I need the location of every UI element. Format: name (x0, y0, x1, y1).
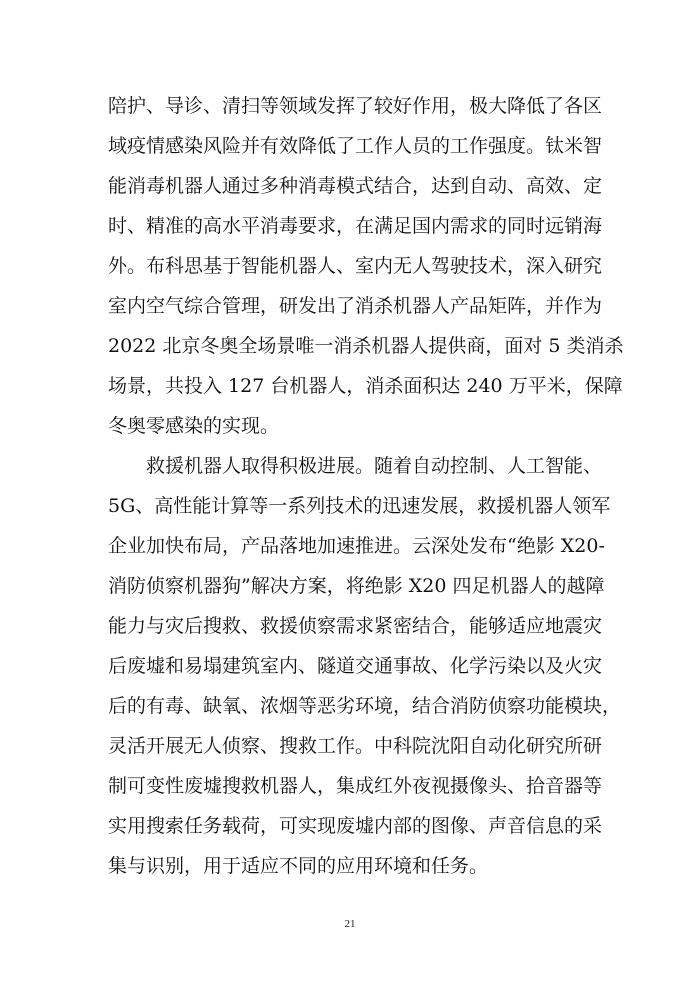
text-line: 室内空气综合管理，研发出了消杀机器人产品矩阵，并作为 (108, 295, 603, 317)
text-line: 能力与灾后搜救、救援侦察需求紧密结合，能够适应地震灾 (108, 615, 603, 637)
text-line: 5G、高性能计算等一系列技术的迅速发展，救援机器人领军 (108, 495, 611, 517)
paragraph-disinfection-robots (108, 86, 624, 446)
text-line: 实用搜索任务载荷，可实现废墟内部的图像、声音信息的采 (108, 815, 603, 837)
text-line: 时、精准的高水平消毒要求，在满足国内需求的同时远销海 (108, 215, 603, 237)
text-line: 灵活开展无人侦察、搜救工作。中科院沈阳自动化研究所研 (108, 735, 603, 757)
text-line: 后的有毒、缺氧、浓烟等恶劣环境，结合消防侦察功能模块， (108, 695, 622, 717)
text-line: 后废墟和易塌建筑室内、隧道交通事故、化学污染以及火灾 (108, 655, 603, 677)
text-line: 制可变性废墟搜救机器人，集成红外夜视摄像头、拾音器等 (108, 775, 603, 797)
text-line: 集与识别，用于适应不同的应用环境和任务。 (108, 855, 489, 877)
page-number: 21 (344, 918, 356, 930)
text-line: 冬奥零感染的实现。 (108, 415, 280, 437)
text-line: 救援机器人取得积极进展。随着自动控制、人工智能、 (146, 455, 603, 477)
text-line: 陪护、导诊、清扫等领域发挥了较好作用，极大降低了各区 (108, 95, 603, 117)
text-line: 2022 北京冬奥全场景唯一消杀机器人提供商，面对 5 类消杀 (108, 335, 624, 357)
text-line: 消防侦察机器狗”解决方案，将绝影 X20 四足机器人的越障 (108, 575, 605, 597)
body-text (108, 86, 624, 886)
text-line: 域疫情感染风险并有效降低了工作人员的工作强度。钛米智 (108, 135, 603, 157)
text-line: 外。布科思基于智能机器人、室内无人驾驶技术，深入研究 (108, 255, 603, 277)
text-line: 企业加快布局，产品落地加速推进。云深处发布“绝影 X20- (108, 535, 605, 557)
text-line: 能消毒机器人通过多种消毒模式结合，达到自动、高效、定 (108, 175, 603, 197)
text-line: 场景，共投入 127 台机器人，消杀面积达 240 万平米，保障 (108, 375, 623, 397)
paragraph-rescue-robots (108, 446, 622, 886)
